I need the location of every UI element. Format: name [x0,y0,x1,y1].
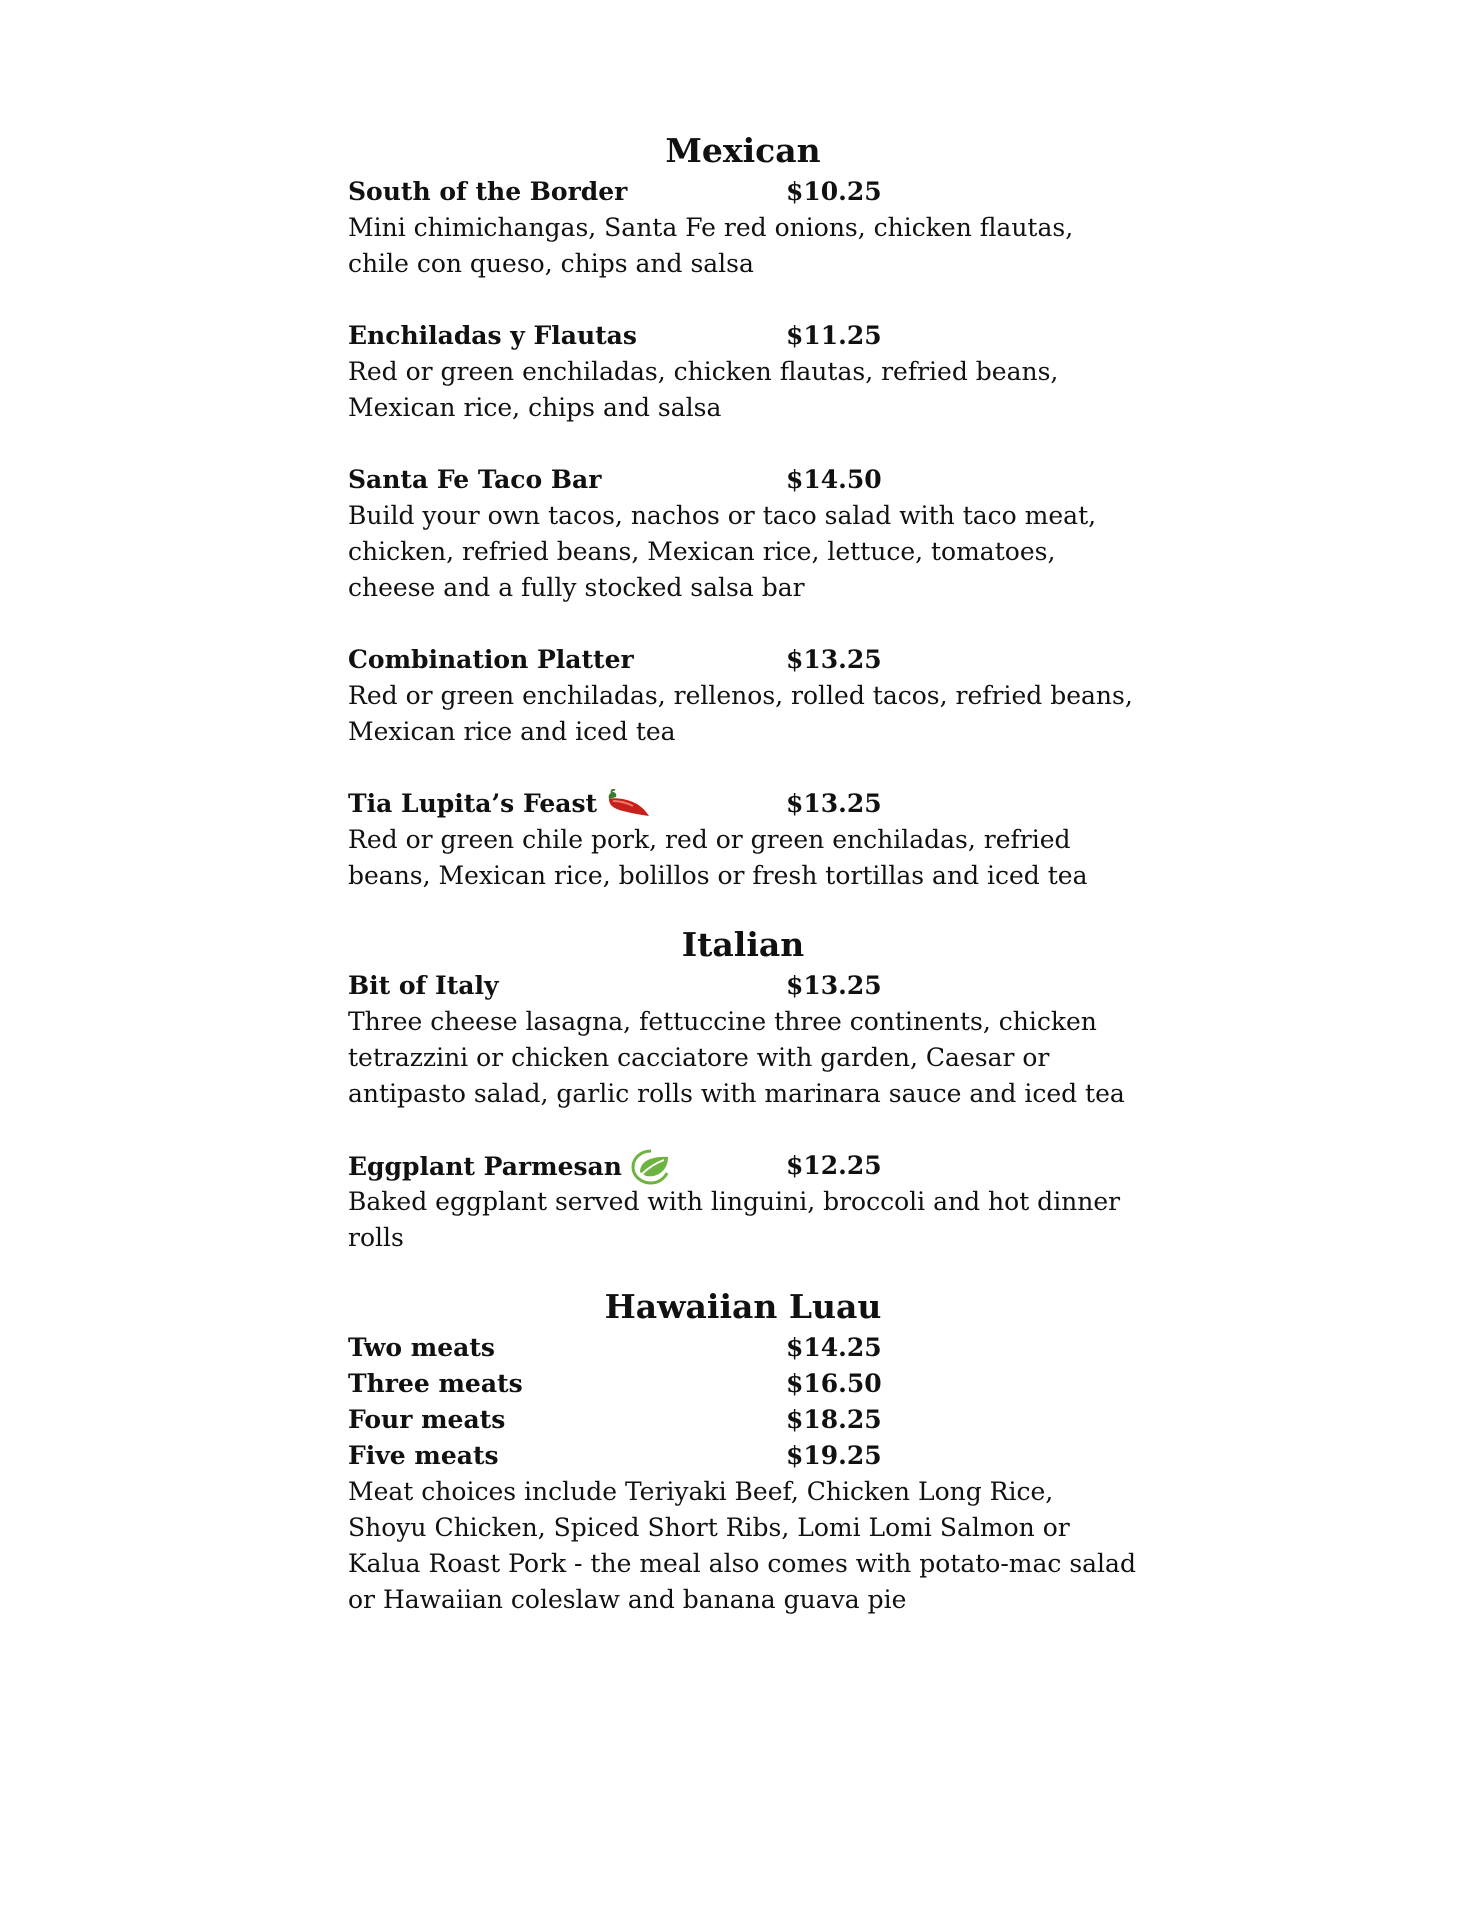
item-price: $18.25 [786,1405,882,1434]
item-description: Baked eggplant served with linguini, broccoli and hot dinner rolls [348,1187,1121,1252]
item-price: $14.25 [786,1333,882,1362]
item-name: Enchiladas y Flautas [348,321,637,350]
item-name: Eggplant Parmesan [348,1152,622,1181]
item-price: $10.25 [786,177,882,206]
item-description: Meat choices include Teriyaki Beef, Chicken Long Rice, Shoyu Chicken, Spiced Short Ribs, Lomi Lomi Salmon or Kalua Roast Pork - the meal also comes with potato-mac salad or Hawaiian coleslaw and banana guava pie [348,1477,1136,1614]
item-name: Five meats [348,1441,499,1470]
item-name: Bit of Italy [348,971,499,1000]
item-price: $13.25 [786,789,882,818]
item-description: Build your own tacos, nachos or taco salad with taco meat, chicken, refried beans, Mexican rice, lettuce, tomatoes, cheese and a fully stocked salsa bar [348,501,1097,602]
item-name: South of the Border [348,177,628,206]
item-description: Mini chimichangas, Santa Fe red onions, chicken flautas, chile con queso, chips and salsa [348,213,1074,278]
menu-item [348,1366,1138,1402]
item-price: $13.25 [786,971,882,1000]
item-name: Combination Platter [348,645,634,674]
menu-item [348,462,1138,606]
menu-item [348,642,1138,750]
section-title-italian: Italian [681,925,805,964]
menu-item [348,1330,1138,1366]
section-title-hawaiian: Hawaiian Luau [604,1287,882,1326]
item-description: Red or green chile pork, red or green enchiladas, refried beans, Mexican rice, bolillos or fresh tortillas and iced tea [348,825,1088,890]
menu-page [348,128,1138,1618]
menu-item [348,1438,1138,1474]
item-price: $11.25 [786,321,882,350]
menu-item [348,174,1138,282]
item-name: Four meats [348,1405,506,1434]
menu-item [348,786,1138,894]
item-name: Three meats [348,1369,523,1398]
item-description: Three cheese lasagna, fettuccine three continents, chicken tetrazzini or chicken cacciatore with garden, Caesar or antipasto salad, garlic rolls with marinara sauce and iced tea [348,1007,1125,1108]
menu-item [348,1148,1138,1256]
item-price: $16.50 [786,1369,882,1398]
item-price: $14.50 [786,465,882,494]
item-name: Tia Lupita’s Feast [348,789,598,818]
menu-item [348,1402,1138,1438]
item-description: Red or green enchiladas, chicken flautas, refried beans, Mexican rice, chips and salsa [348,357,1059,422]
menu-item [348,968,1138,1112]
section-title-mexican: Mexican [665,131,821,170]
vegetarian-leaf-icon [630,1148,672,1186]
item-description: Red or green enchiladas, rellenos, rolled tacos, refried beans, Mexican rice and iced tea [348,681,1133,746]
item-price: $13.25 [786,645,882,674]
menu-item [348,318,1138,426]
item-name: Two meats [348,1333,495,1362]
item-price: $12.25 [786,1151,882,1180]
item-name: Santa Fe Taco Bar [348,465,602,494]
chili-pepper-icon [605,789,651,819]
item-price: $19.25 [786,1441,882,1470]
